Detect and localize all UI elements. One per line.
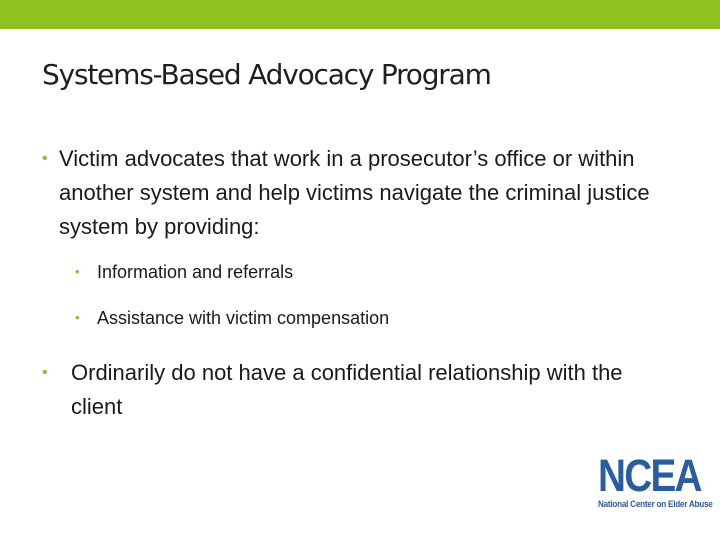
sub-bullet-text: Information and referrals	[97, 262, 294, 282]
bullet-item-2	[42, 356, 682, 424]
bullet-text: Victim advocates that work in a prosecutor’s office or within another system and help victims navigate the criminal justice system by providing:	[59, 146, 650, 239]
bullet-dot-icon: •	[75, 310, 80, 325]
bullet-dot-icon: •	[42, 364, 48, 381]
top-accent-bar	[0, 0, 720, 29]
ncea-logo	[598, 450, 713, 511]
bullet-item-1	[42, 142, 682, 244]
bullet-dot-icon: •	[42, 150, 48, 167]
bullet-text: Ordinarily do not have a confidential relationship with the client	[71, 360, 623, 419]
sub-bullet-text: Assistance with victim compensation	[97, 308, 390, 328]
logo-mark: NCEA	[598, 450, 701, 501]
logo-subtitle: National Center on Elder Abuse	[598, 499, 713, 510]
bullet-dot-icon: •	[75, 264, 80, 279]
sub-bullet-item-1	[75, 259, 293, 285]
slide-title: Systems-Based Advocacy Program	[42, 58, 491, 91]
sub-bullet-item-2	[75, 305, 389, 331]
